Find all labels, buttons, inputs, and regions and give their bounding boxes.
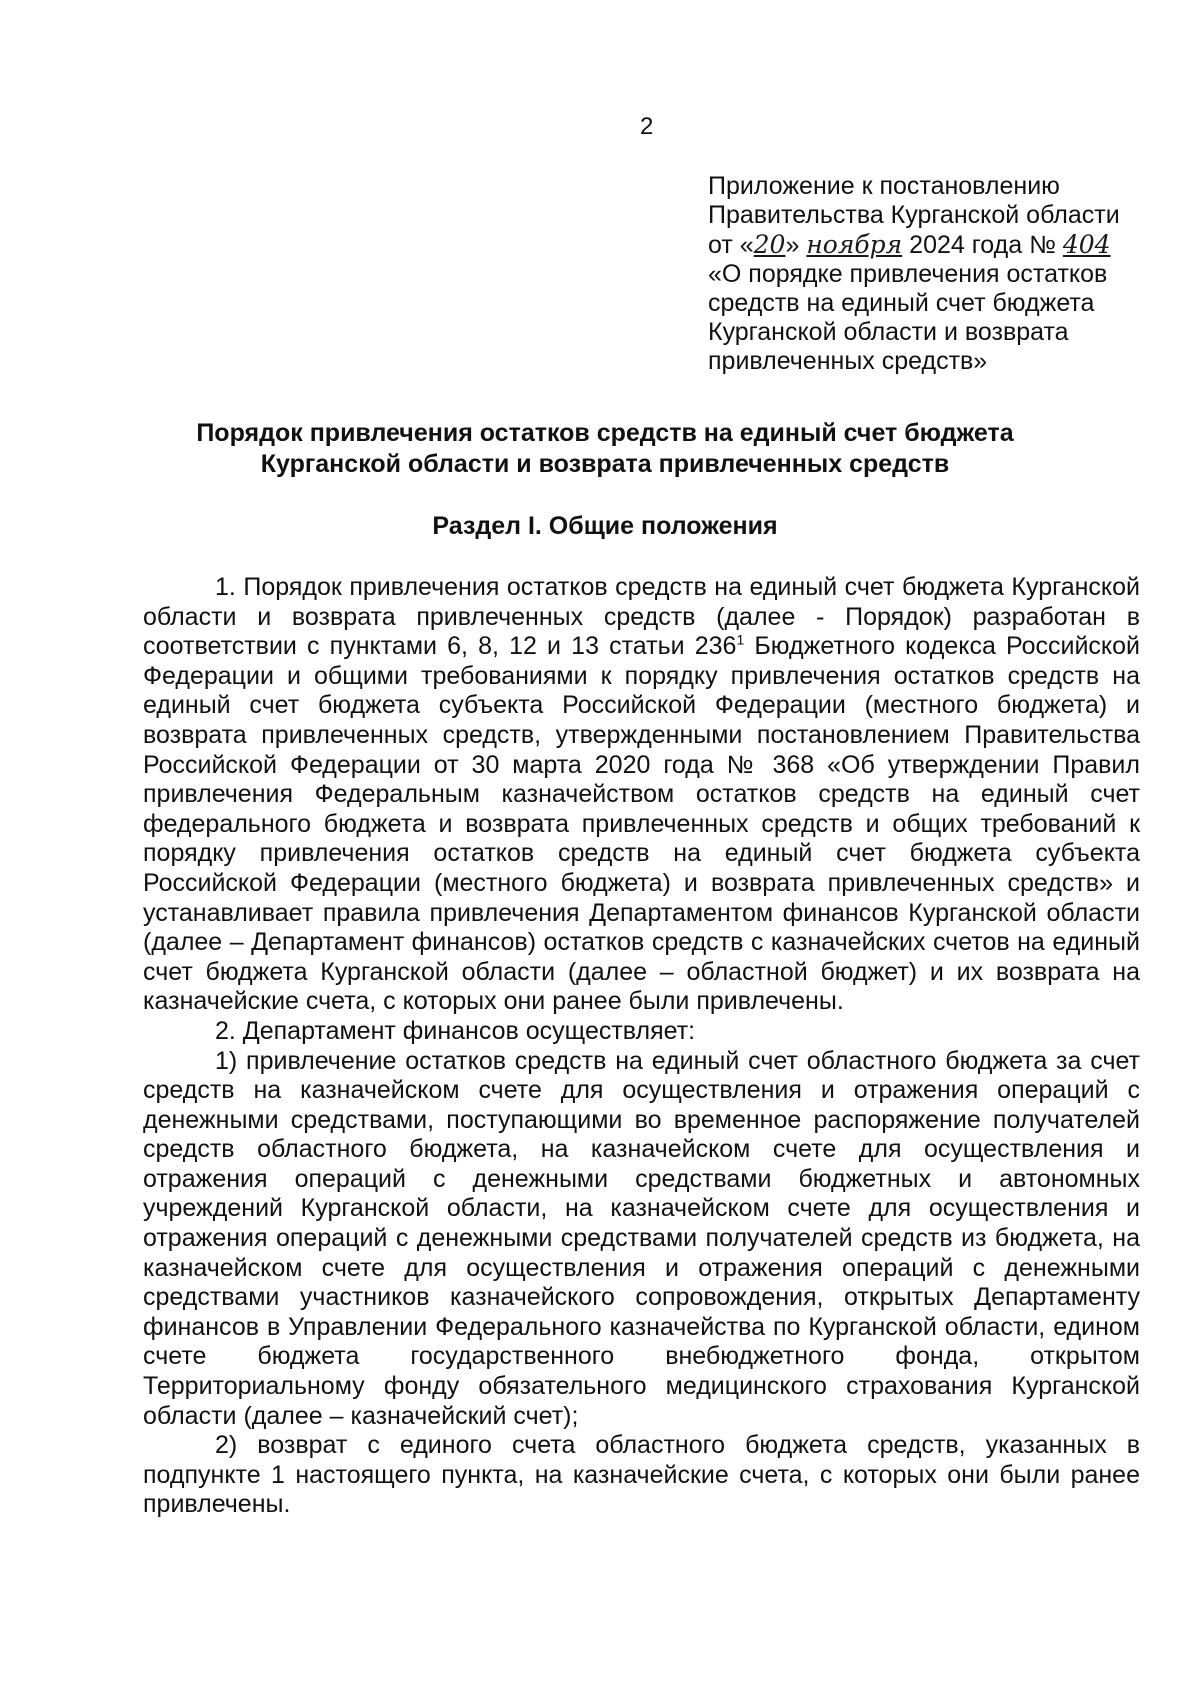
paragraph-4: 2) возврат с единого счета областного бюджета средств, указанных в подпункте 1 настоящего пункта, на казначейские счета, с которых они были ранее привлечены. xyxy=(143,1431,1140,1519)
paragraph-1 xyxy=(143,573,1140,1017)
page-number: 2 xyxy=(640,113,654,140)
title-line-1: Порядок привлечения остатков средств на единый счет бюджета xyxy=(196,419,1014,447)
document-title xyxy=(130,418,1080,480)
paragraph-1-superscript: 1 xyxy=(736,631,745,648)
date-prefix: от « xyxy=(708,231,754,259)
section-heading: Раздел I. Общие положения xyxy=(432,512,778,540)
paragraph-1-text-b: Бюджетного кодекса Российской Федерации и общими требованиями к порядку привлечения остатков средств на единый счет бюджета субъекта Российской Федерации (местного бюджета) и возврата привлеченных средств, утвержденными постановлением Правительства Российской Федерации от 30 марта 2020 года № 368 «Об утверждении Правил привлечения Федеральным казначейством остатков средств на единый счет федерального бюджета и возврата привлеченных средств и общих требований к порядку привлечения остатков средств на единый счет бюджета субъекта Российской Федерации (местного бюджета) и возврата привлеченных средств» и устанавливает правила привлечения Департаментом финансов Курганской области (далее – Департамент финансов) остатков средств с казначейских счетов на единый счет бюджета Курганской области (далее – областной бюджет) и их возврата на казначейские счета, с которых они ранее были привлечены. xyxy=(143,632,1140,1016)
date-year: 2024 года № xyxy=(909,231,1056,259)
date-day-handwritten: 20 xyxy=(753,230,786,259)
paragraph-2: 2. Департамент финансов осуществляет: xyxy=(215,1016,696,1045)
appendix-line-1: Приложение к постановлению xyxy=(708,172,1060,200)
appendix-line-4: «О порядке привлечения остатков xyxy=(708,260,1108,288)
doc-number-handwritten: 404 xyxy=(1062,230,1111,259)
appendix-line-6: Курганской области и возврата xyxy=(708,318,1069,346)
appendix-line-2: Правительства Курганской области xyxy=(708,201,1120,229)
appendix-line-5: средств на единый счет бюджета xyxy=(708,289,1095,317)
appendix-line-7: привлеченных средств» xyxy=(708,347,988,375)
appendix-date-line xyxy=(708,230,1148,260)
document-body xyxy=(143,573,1140,1520)
paragraph-1-text-a: 1. Порядок привлечения остатков средств на единый счет бюджета Курганской области и возврата привлеченных средств (далее - Порядок) разработан в соответствии с пунктами 6, 8, 12 и 13 статьи 236 xyxy=(143,573,1140,661)
paragraph-3: 1) привлечение остатков средств на единый счет областного бюджета за счет средств на казначейском счете для осуществления и отражения операций с денежными средствами, поступающими во временное распоряжение получателей средств областного бюджета, на казначейском счете для осуществления и отражения операций с денежными средствами бюджетных и автономных учреждений Курганской области, на казначейском счете для осуществления и отражения операций с денежными средствами получателей средств из бюджета, на казначейском счете для осуществления и отражения операций с денежными средствами участников казначейского сопровождения, открытых Департаменту финансов в Управлении Федерального казначейства по Курганской области, едином счете бюджета государственного внебюджетного фонда, открытом Территориальному фонду обязательного медицинского страхования Курганской области (далее – казначейский счет); xyxy=(143,1046,1140,1430)
appendix-block xyxy=(708,172,1148,376)
date-mid: » xyxy=(785,231,800,259)
date-month-handwritten: ноября xyxy=(806,230,903,259)
title-line-2: Курганской области и возврата привлеченных средств xyxy=(260,450,950,478)
